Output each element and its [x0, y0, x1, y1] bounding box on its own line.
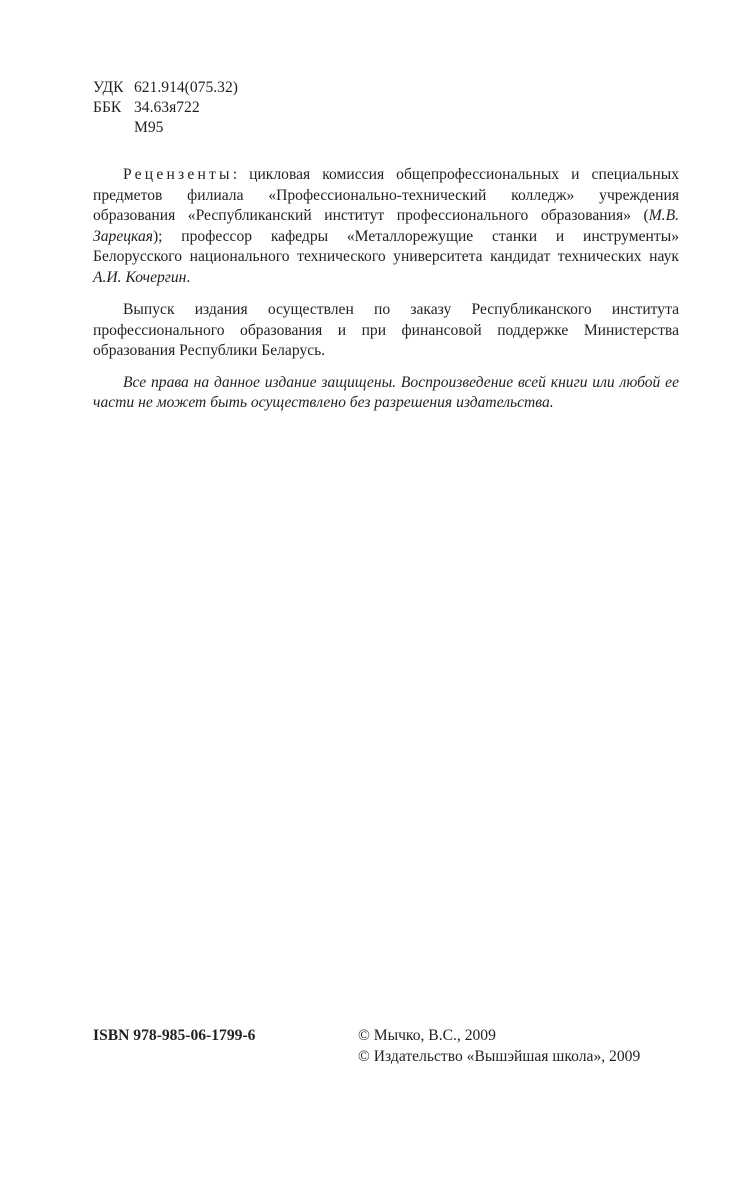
udk-label: УДК — [93, 79, 124, 96]
bbk-value: 34.63я722 — [134, 99, 200, 116]
isbn: ISBN 978-985-06-1799-6 — [93, 1027, 256, 1044]
udk-value: 621.914(075.32) — [134, 79, 238, 96]
bbk-row — [93, 98, 679, 118]
rights-note: Все права на данное издание защищены. Воспроизведение всей книги или любой ее части не может быть осуществлено без разрешения издательства. — [93, 373, 679, 411]
reviewers-text-3: . — [186, 268, 191, 286]
classification-block — [93, 78, 679, 138]
copyright-block — [358, 1026, 640, 1067]
copyright-publisher: © Издательство «Вышэйшая школа», 2009 — [358, 1047, 641, 1065]
reviewers-paragraph — [93, 165, 679, 288]
reviewer-name-2: А.И. Кочергин — [93, 268, 187, 286]
bbk-label: ББК — [93, 99, 122, 116]
copyright-author: © Мычко, В.С., 2009 — [358, 1027, 496, 1044]
author-mark: М95 — [134, 119, 164, 136]
udk-row — [93, 78, 679, 98]
reviewer-name-1: М.В. Зарецкая — [93, 207, 679, 245]
reviewers-text-2: ); профессор кафедры «Металлорежущие станки и инструменты» Белорусского национального технического университета кандидат технических наук — [93, 227, 679, 265]
reviewers-heading: Рецензенты — [123, 166, 233, 183]
title-page-verso — [93, 78, 679, 414]
publication-note: Выпуск издания осуществлен по заказу Республиканского института профессионального образования и при финансовой поддержке Министерства образования Республики Беларусь. — [93, 301, 679, 359]
reviewers-text-1: : цикловая комиссия общепрофессиональных и специальных предметов филиала «Профессионально-технический колледж» учреждения образования «Республиканский институт профессионального образования» ( — [93, 166, 679, 224]
